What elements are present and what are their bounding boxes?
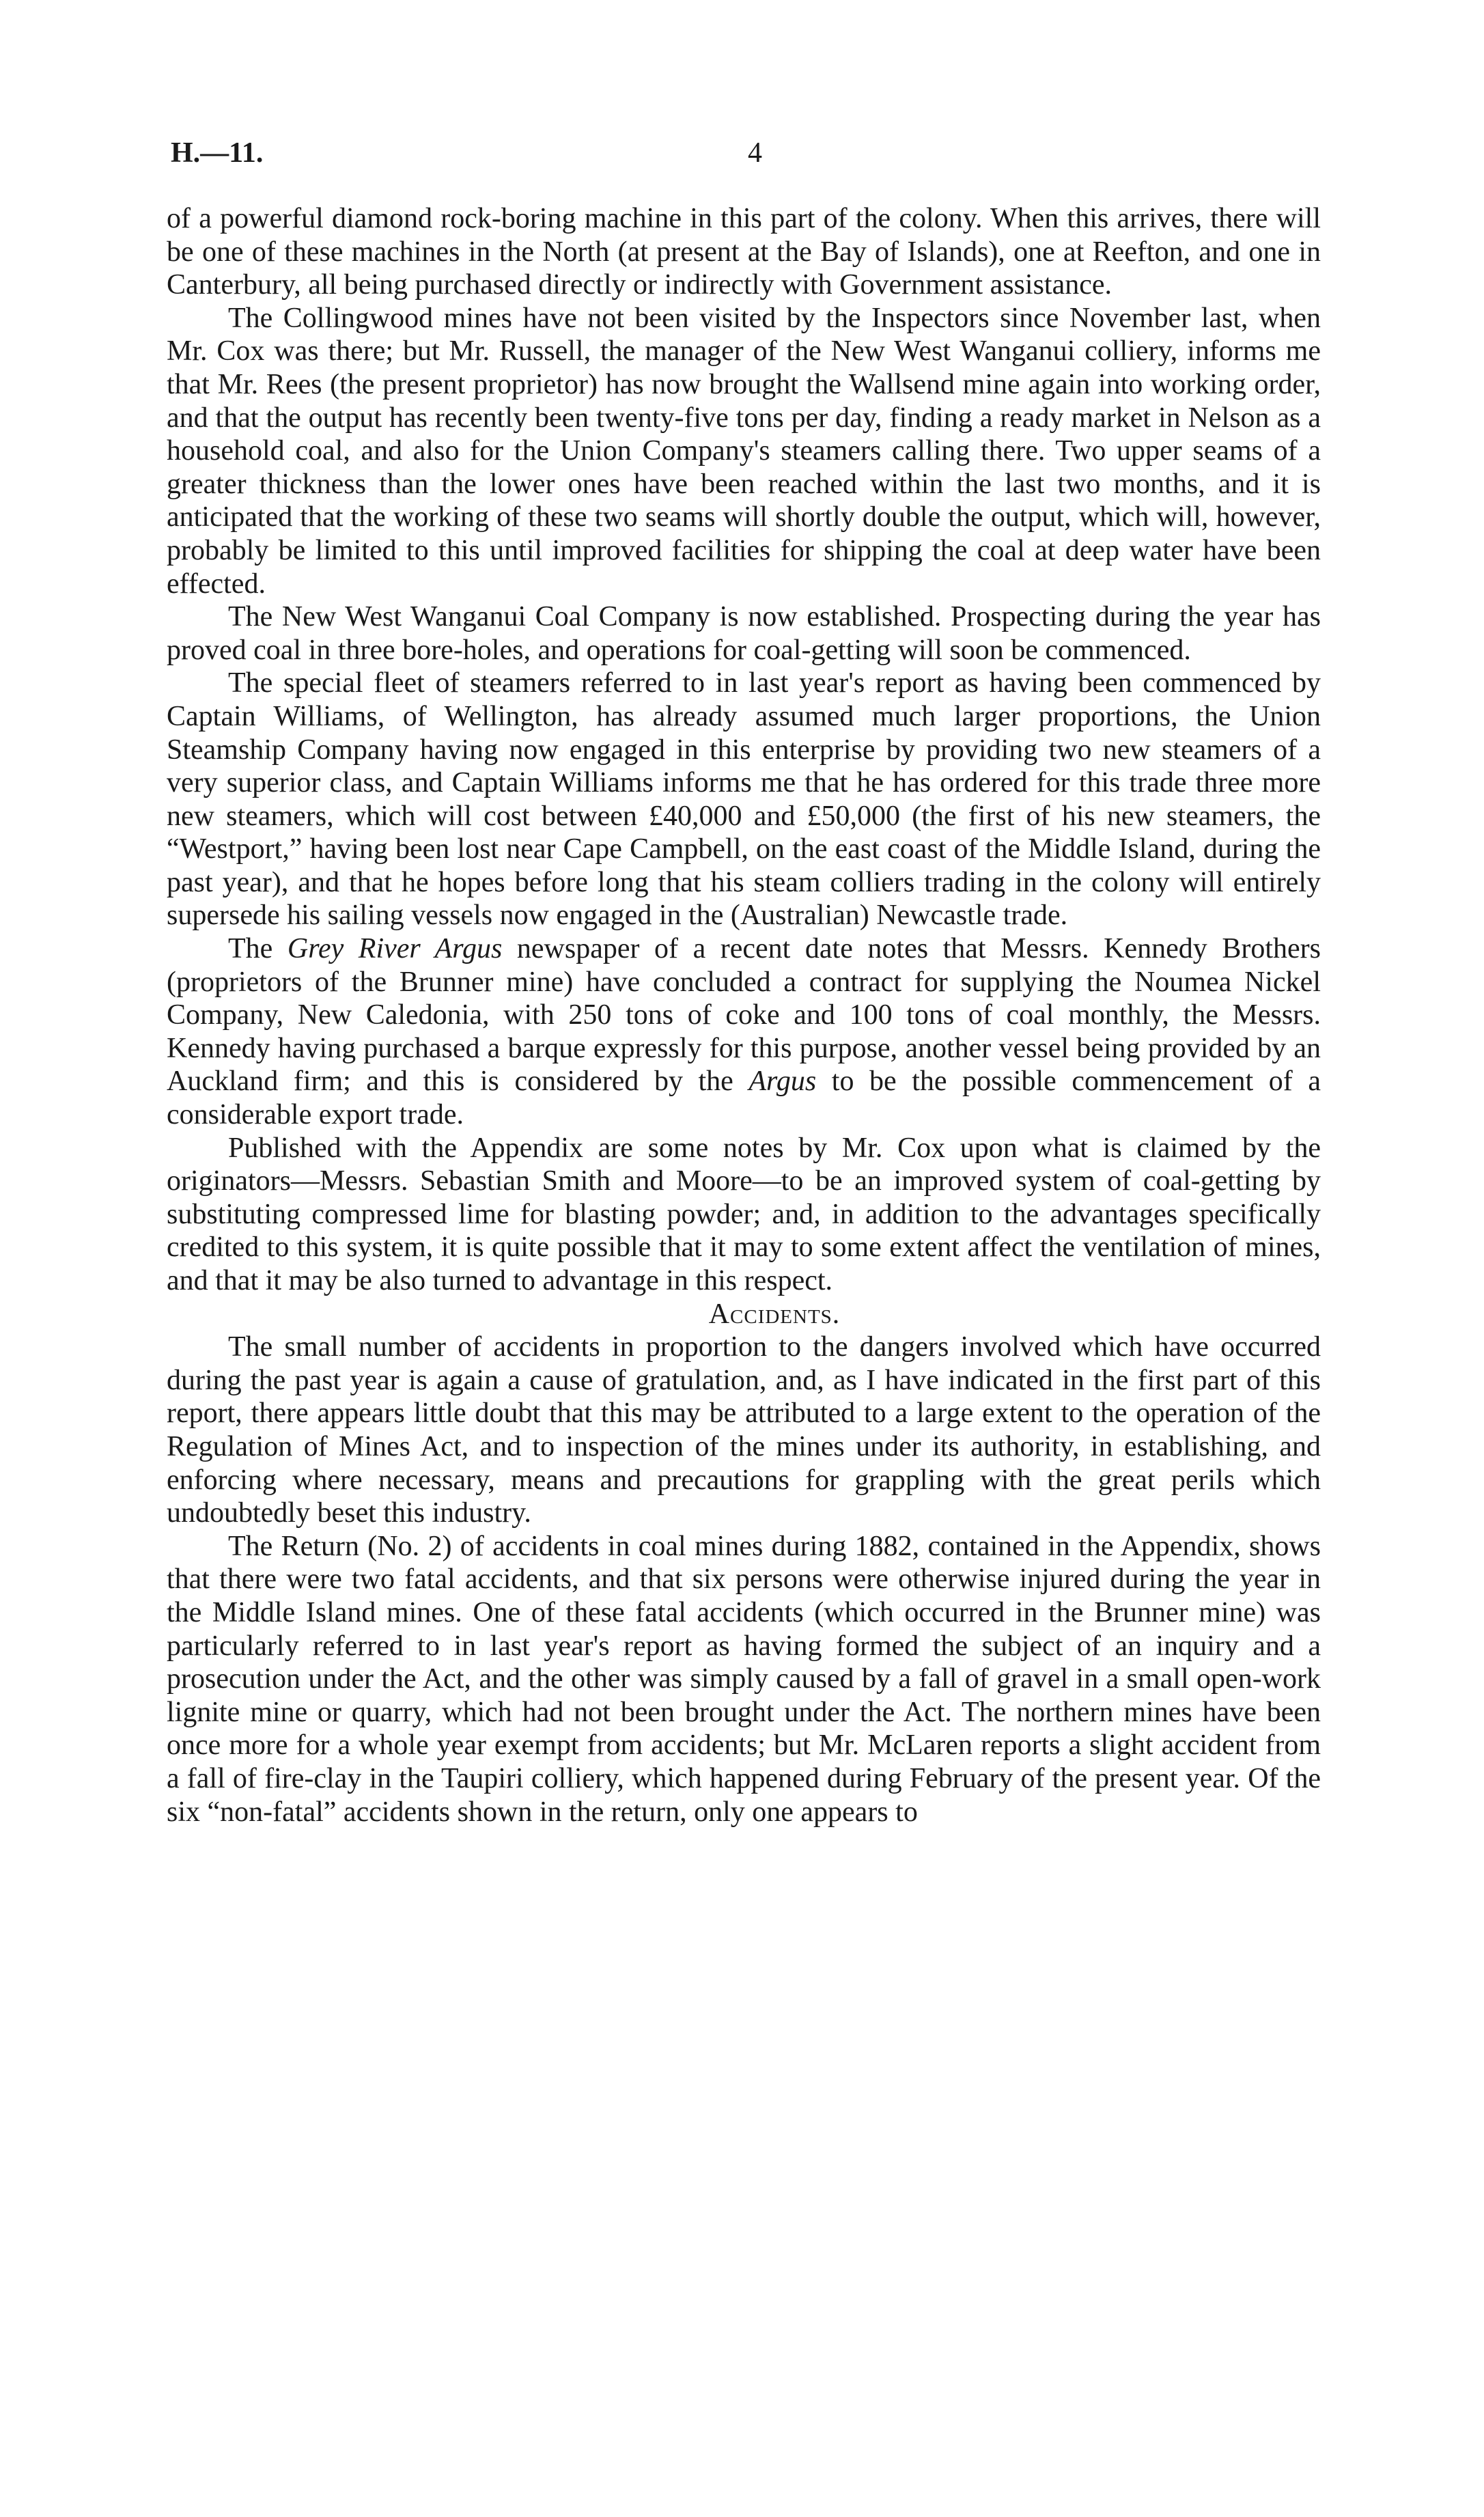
- section-heading: Accidents.: [708, 1298, 841, 1330]
- paragraph: The small number of accidents in proportion to the dangers involved which have occurred during the past year is again a cause of gratulation, and, as I have indicated in the first part of this report, there appears little doubt that this may be attributed to a large extent to the operation of the Regulation of Mines Act, and to inspection of the mines under its authority, in establishing, and enforcing where necessary, means and precautions for grappling with the great perils which undoubtedly beset this industry.: [167, 1331, 1321, 1529]
- text-run: to be the possible commencement of a considerable export trade.: [167, 1066, 1321, 1131]
- paragraph: The New West Wanganui Coal Company is now established. Prospecting during the year has proved coal in three bore-holes, and operations for coal-getting will soon be commenced.: [167, 601, 1321, 666]
- paragraph: of a powerful diamond rock-boring machine in this part of the colony. When this arrives, there will be one of these machines in the North (at present at the Bay of Islands), one at Reefton, and one in Canterbury, all being purchased directly or indirectly with Government assistance.: [167, 203, 1321, 301]
- paragraph: The Collingwood mines have not been visited by the Inspectors since November last, when Mr. Cox was there; but Mr. Russell, the manager of the New West Wanganui colliery, informs me that Mr. Rees (the present proprietor) has now brought the Wallsend mine again into working order, and that the output has recently been twenty-five tons per day, finding a ready market in Nelson as a household coal, and also for the Union Company's steamers calling there. Two upper seams of a greater thickness than the lower ones have been reached within the last two months, and it is anticipated that the working of these two seams will shortly double the output, which will, however, probably be limited to this until improved facilities for shipping the coal at deep water have been effected.: [167, 302, 1321, 600]
- page-header: [171, 137, 1318, 178]
- paragraph: The special fleet of steamers referred to in last year's report as having been commenced by Captain Williams, of Wellington, has already assumed much larger proportions, the Union Steamship Company having now engaged in this enterprise by providing two new steamers of a very superior class, and Captain Williams informs me that he has ordered for this trade three more new steamers, which will cost between £40,000 and £50,000 (the first of his new steamers, the “Westport,” having been lost near Cape Campbell, on the east coast of the Middle Island, during the past year), and that he hopes before long that his steam colliers trading in the colony will entirely supersede his sailing vessels now engaged in the (Australian) Newcastle trade.: [167, 667, 1321, 932]
- paragraph: Published with the Appendix are some notes by Mr. Cox upon what is claimed by the originators—Messrs. Sebastian Smith and Moore—to be an improved system of coal-getting by substituting compressed lime for blasting powder; and, in addition to the advantages specifically credited to this system, it is quite possible that it may to some extent affect the ventilation of mines, and that it may be also turned to advantage in this respect.: [167, 1132, 1321, 1296]
- body-text: [167, 202, 1321, 1828]
- text-run: newspaper of a recent date notes that Messrs. Kennedy Brothers (proprietors of the Brunner mine) have concluded a contract for supplying the Noumea Nickel Company, New Caledonia, with 250 tons of coke and 100 tons of coal monthly, the Messrs. Kennedy having purchased a barque expressly for this purpose, another vessel being provided by an Auckland firm; and this is considered by the: [167, 933, 1321, 1098]
- paragraph-argus: [167, 932, 1321, 1132]
- text-run: The: [228, 933, 288, 965]
- newspaper-title: Grey River Argus: [287, 933, 503, 965]
- paragraph: The Return (No. 2) of accidents in coal mines during 1882, contained in the Appendix, shows that there were two fatal accidents, and that six persons were otherwise injured during the year in the Middle Island mines. One of these fatal accidents (which occurred in the Brunner mine) was particularly referred to in last year's report as having formed the subject of an inquiry and a prosecution under the Act, and the other was simply caused by a fall of gravel in a small open-work lignite mine or quarry, which had not been brought under the Act. The northern mines have been once more for a whole year exempt from accidents; but Mr. McLaren reports a slight accident from a fall of fire-clay in the Taupiri colliery, which happened during February of the present year. Of the six “non-fatal” accidents shown in the return, only one appears to: [167, 1530, 1321, 1828]
- newspaper-short-title: Argus: [748, 1066, 817, 1098]
- page-number: 4: [748, 137, 762, 169]
- document-reference: H.—11.: [171, 137, 264, 169]
